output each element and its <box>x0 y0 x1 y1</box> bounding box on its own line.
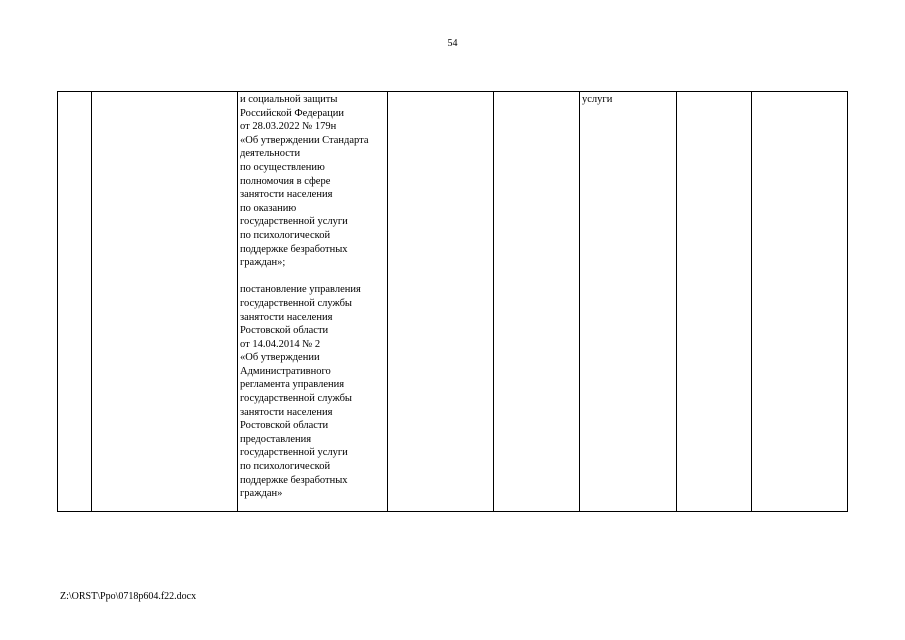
table-cell-col8 <box>752 92 848 512</box>
service-text: услуги <box>582 94 613 105</box>
table-cell-col6 <box>580 92 677 512</box>
table-cell-col4 <box>388 92 494 512</box>
table-cell-col5 <box>494 92 580 512</box>
legal-basis-text: и социальной защиты Российской Федерации от 28.03.2022 № 179н «Об утверждении Стандарта деятельности по осуществлению полномочия в сфере занятости населения по оказанию государственной услуги по психологической поддержке безработных граждан»; постановление управления государственной службы занятости населения Ростовской области от 14.04.2014 № 2 «Об утверждении Административного регламента управления государственной службы занятости населения Ростовской области предоставления государственной услуги по психологической поддержке безработных граждан» <box>240 94 369 500</box>
footer-file-path: Z:\ORST\Ppo\0718p604.f22.docx <box>60 591 197 602</box>
table-cell-legal-basis <box>238 92 388 512</box>
table-cell-number <box>58 92 92 512</box>
document-table <box>57 91 848 512</box>
table-cell-name <box>92 92 238 512</box>
table-cell-col7 <box>677 92 752 512</box>
table-row <box>58 92 848 512</box>
page-number: 54 <box>447 38 458 49</box>
